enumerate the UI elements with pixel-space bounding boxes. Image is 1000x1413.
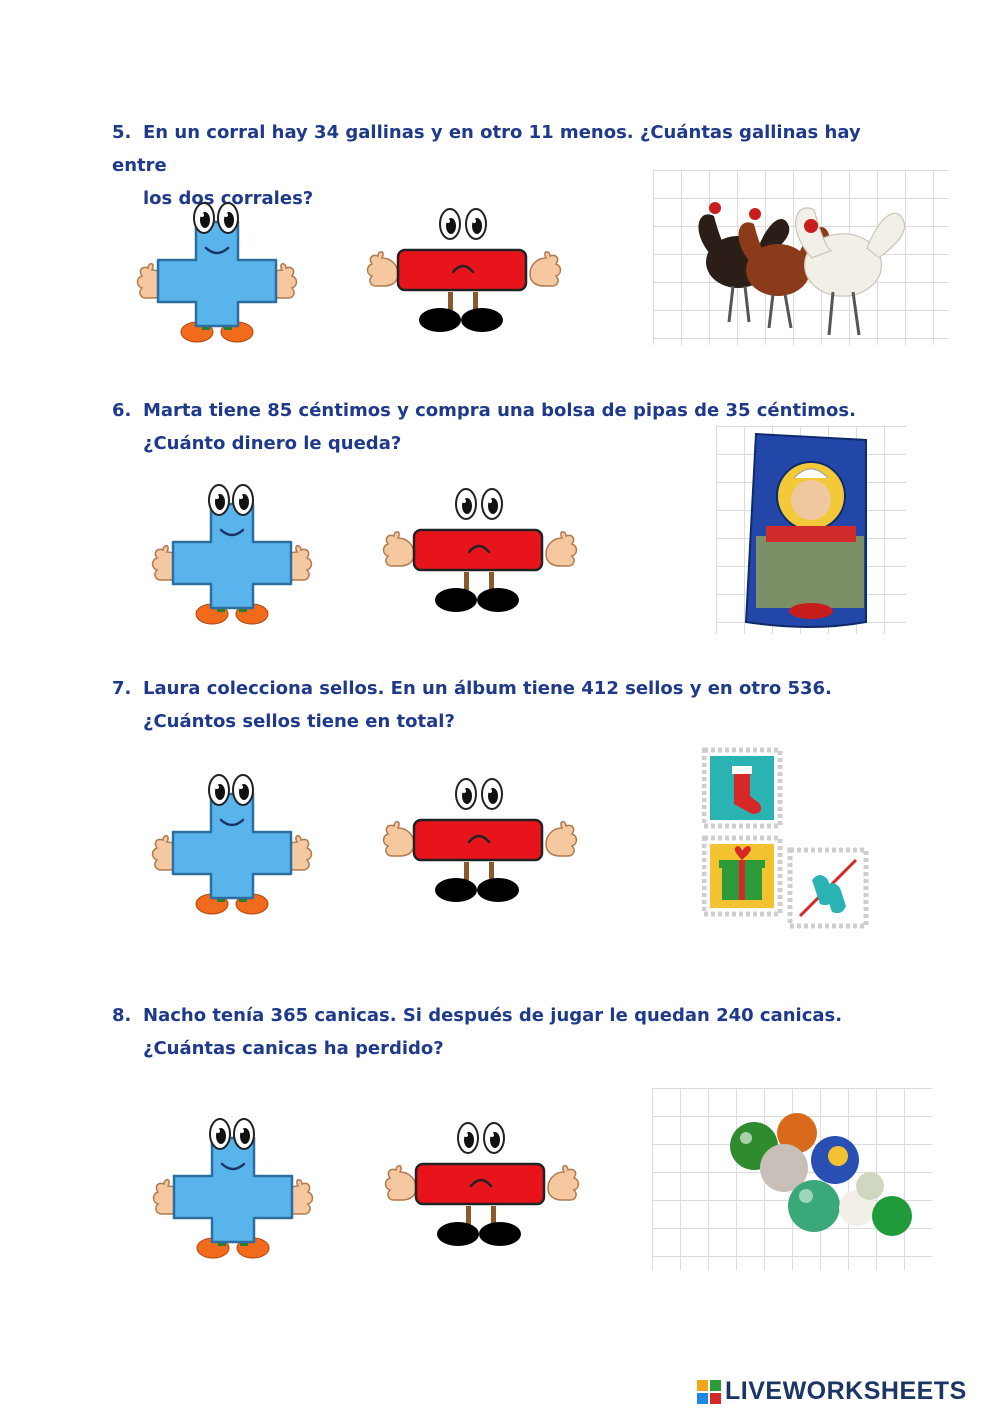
minus-character-7[interactable] (376, 772, 584, 902)
problem-line-2: ¿Cuántos sellos tiene en total? (143, 711, 455, 732)
problem-line-2: ¿Cuántas canicas ha perdido? (143, 1038, 444, 1059)
hens-image (653, 170, 949, 345)
plus-character-5[interactable] (132, 200, 304, 352)
problem-8-text (112, 999, 912, 1065)
plus-character-8[interactable] (148, 1116, 320, 1268)
minus-character-8[interactable] (378, 1116, 586, 1246)
problem-number: 6. (112, 400, 132, 421)
problem-line-2: los dos corrales? (143, 188, 314, 209)
minus-character-5[interactable] (360, 202, 568, 332)
problem-number: 5. (112, 122, 132, 143)
logo-text: LIVEWORKSHEETS (725, 1377, 967, 1405)
mitten-stamp-icon (790, 850, 866, 926)
sock-stamp-icon (704, 750, 780, 826)
problem-7-text (112, 672, 912, 738)
liveworksheets-logo (697, 1377, 967, 1406)
gift-stamp-icon (704, 838, 780, 914)
problem-line-1: Nacho tenía 365 canicas. Si después de jugar le quedan 240 canicas. (143, 1005, 843, 1026)
plus-character-6[interactable] (147, 482, 319, 634)
problem-number: 8. (112, 1005, 132, 1026)
problem-number: 7. (112, 678, 132, 699)
marbles-image (652, 1088, 932, 1270)
minus-character-6[interactable] (376, 482, 584, 612)
problem-line-2: ¿Cuánto dinero le queda? (143, 433, 402, 454)
problem-line-1: Laura colecciona sellos. En un álbum tiene 412 sellos y en otro 536. (143, 678, 832, 699)
stamps-image (702, 746, 872, 932)
plus-character-7[interactable] (147, 772, 319, 924)
problem-line-1: Marta tiene 85 céntimos y compra una bolsa de pipas de 35 céntimos. (143, 400, 856, 421)
problem-line-1: En un corral hay 34 gallinas y en otro 11 menos. ¿Cuántas gallinas hay entre (112, 122, 861, 176)
seeds-bag-image (716, 426, 906, 634)
logo-grid-icon (697, 1380, 721, 1404)
